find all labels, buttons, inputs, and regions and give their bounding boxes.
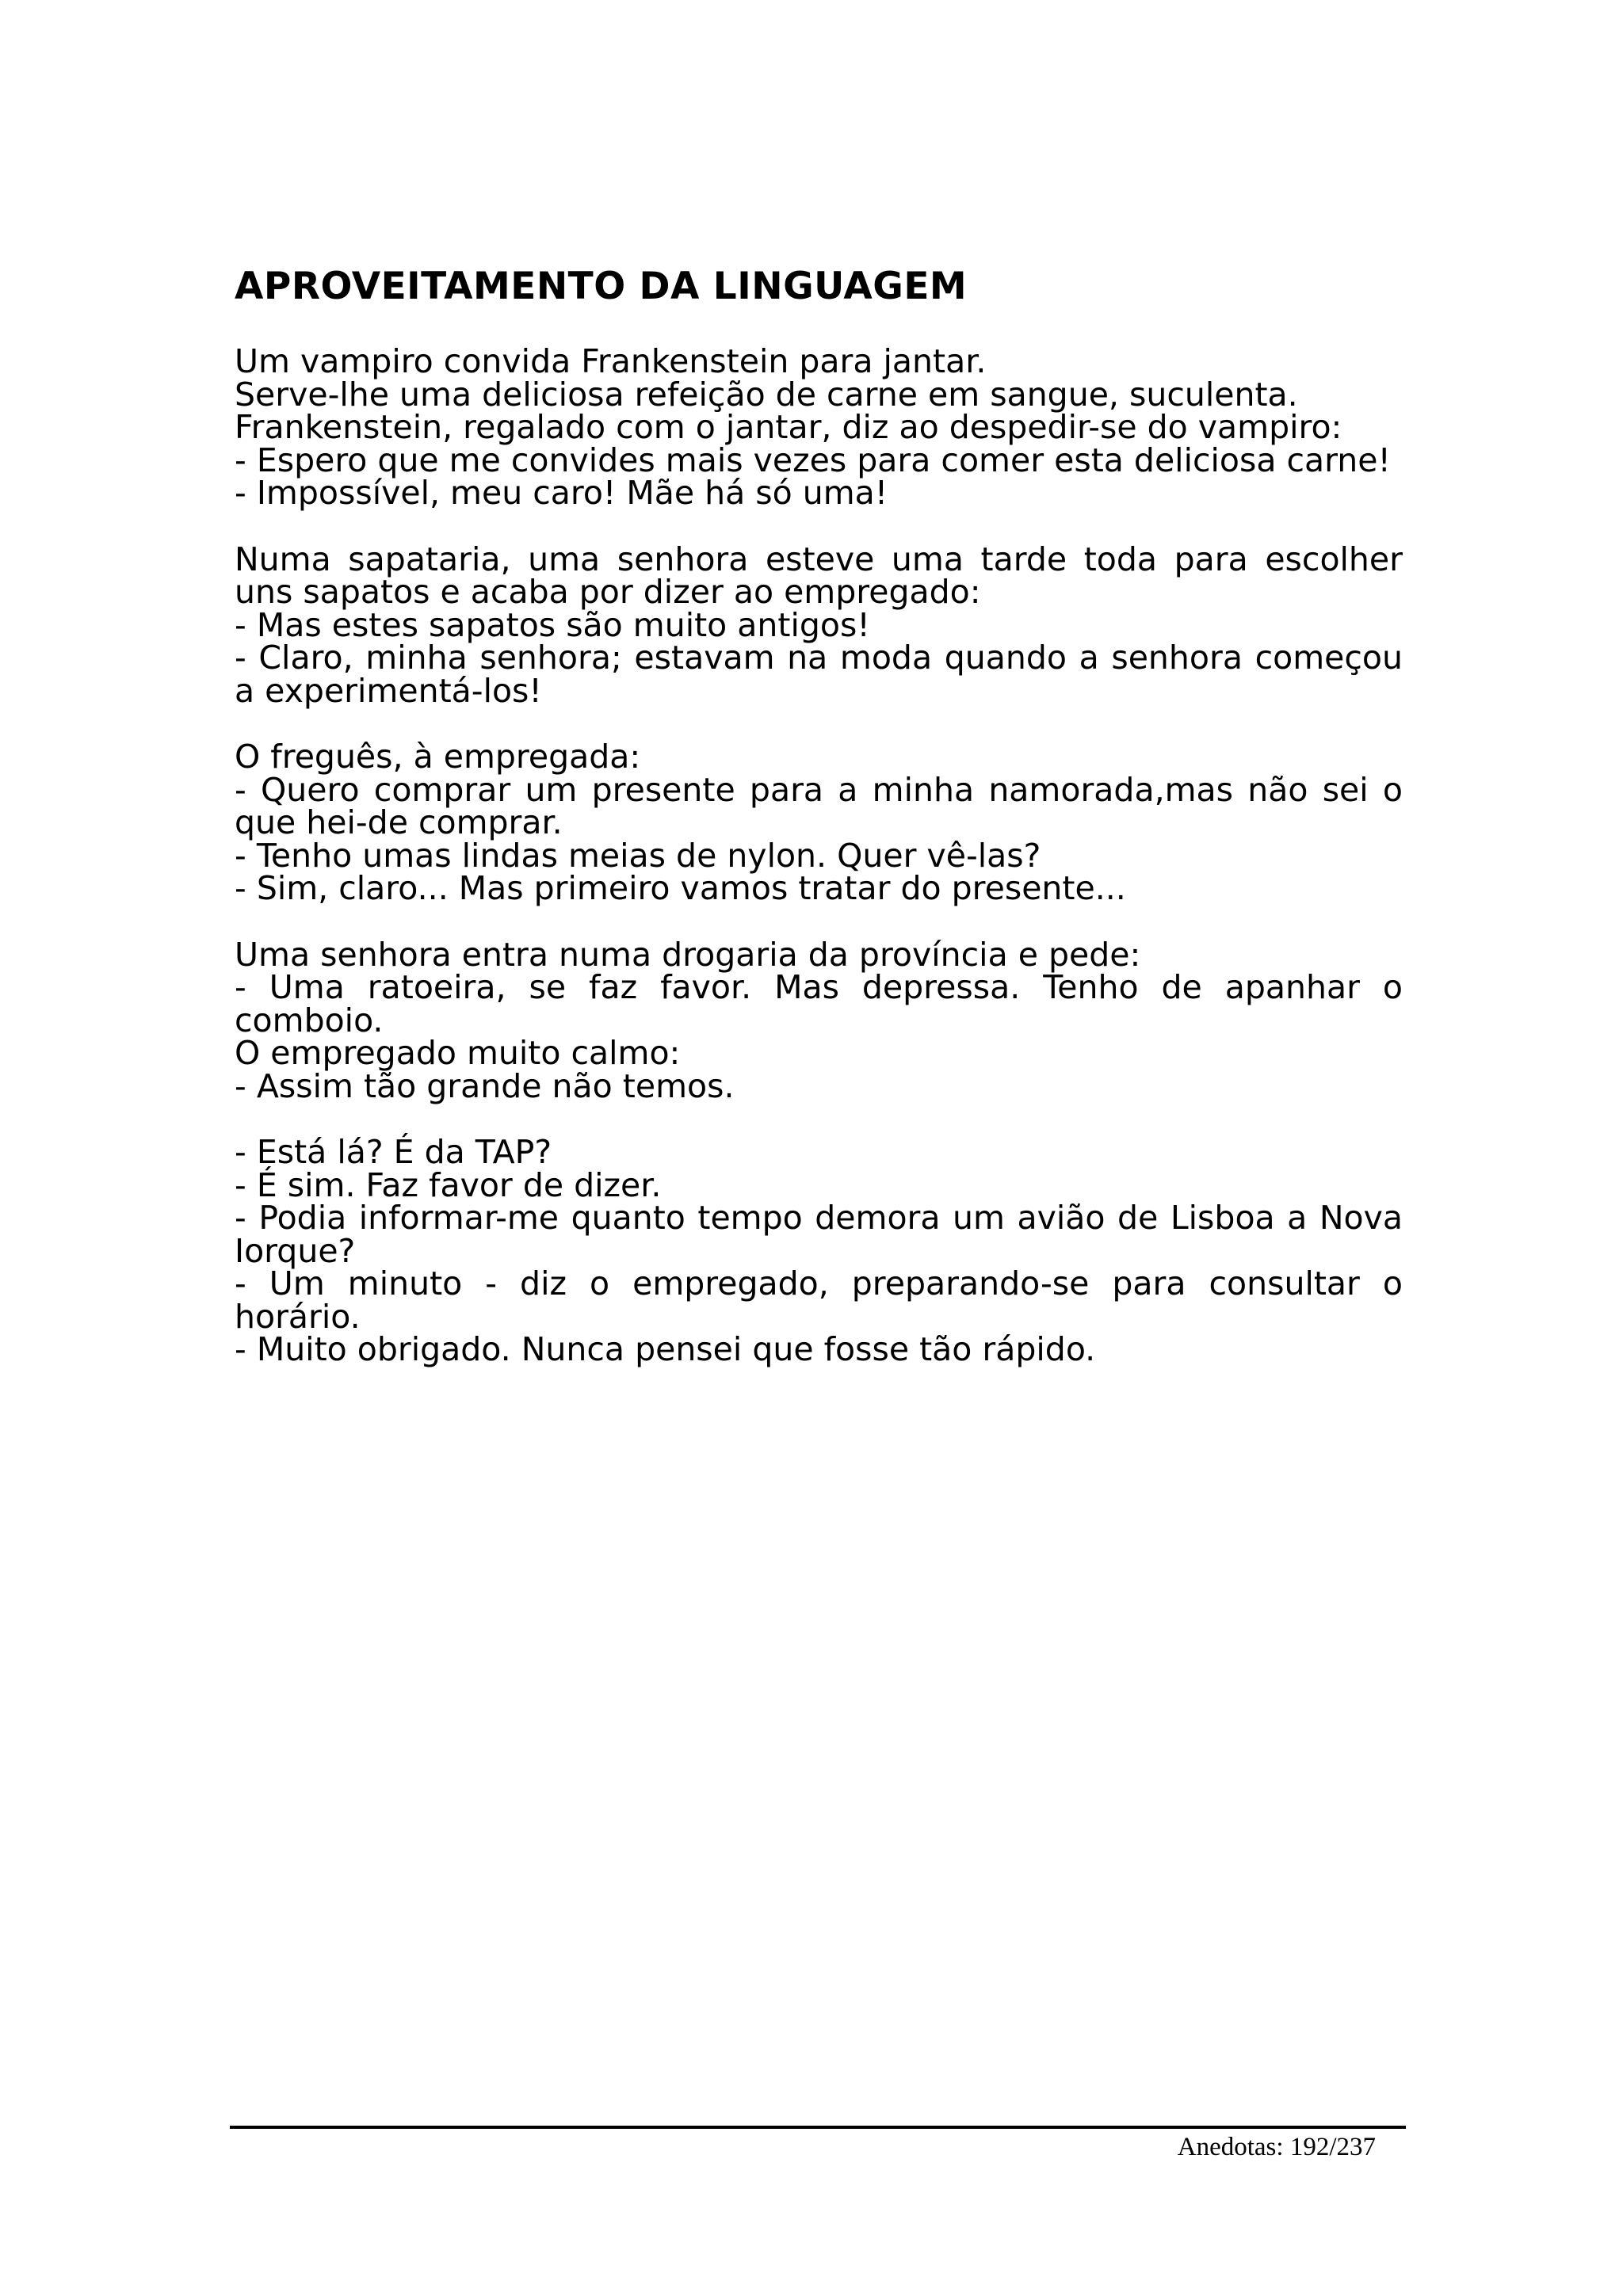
joke-line: Um vampiro convida Frankenstein para jantar.: [235, 342, 987, 380]
joke-line: Frankenstein, regalado com o jantar, diz ao despedir-se do vampiro:: [235, 408, 1342, 446]
joke-5: [235, 1133, 1403, 1368]
joke-line: - Um minuto - diz o empregado, preparando-se para consultar o horário.: [235, 1264, 1403, 1336]
joke-line: - Mas estes sapatos são muito antigos!: [235, 605, 870, 644]
joke-line: - É sim. Faz favor de dizer.: [235, 1165, 662, 1204]
page-number: Anedotas: 192/237: [1177, 2133, 1376, 2161]
joke-line: - Podia informar-me quanto tempo demora um avião de Lisboa a Nova Iorque?: [235, 1199, 1403, 1270]
joke-2: [235, 540, 1403, 710]
joke-4: [235, 935, 1403, 1105]
joke-line: - Muito obrigado. Nunca pensei que fosse tão rápido.: [235, 1330, 1096, 1368]
page-content: [235, 258, 1403, 1400]
joke-line: Uma senhora entra numa drogaria da província e pede:: [235, 935, 1141, 974]
joke-line: - Espero que me convides mais vezes para comer esta deliciosa carne!: [235, 441, 1391, 479]
joke-3: [235, 738, 1403, 907]
joke-line: - Tenho umas lindas meias de nylon. Quer vê-las?: [235, 836, 1041, 875]
joke-line: - Assim tão grande não temos.: [235, 1066, 735, 1105]
footer-divider: [230, 2126, 1406, 2129]
joke-line: - Impossível, meu caro! Mãe há só uma!: [235, 474, 888, 512]
joke-line: - Está lá? É da TAP?: [235, 1133, 552, 1171]
joke-line: - Uma ratoeira, se faz favor. Mas depressa. Tenho de apanhar o comboio.: [235, 968, 1403, 1039]
joke-line: Serve-lhe uma deliciosa refeição de carne em sangue, suculenta.: [235, 375, 1298, 414]
joke-line: O empregado muito calmo:: [235, 1034, 681, 1072]
joke-line: - Sim, claro... Mas primeiro vamos tratar do presente...: [235, 869, 1126, 907]
joke-line: O freguês, à empregada:: [235, 738, 641, 776]
page-title: APROVEITAMENTO DA LINGUAGEM: [235, 265, 968, 308]
joke-line: - Claro, minha senhora; estavam na moda quando a senhora começou a experimentá-los!: [235, 639, 1403, 710]
joke-line: Numa sapataria, uma senhora esteve uma tarde toda para escolher uns sapatos e acaba por dizer ao empregado:: [235, 540, 1403, 611]
joke-line: - Quero comprar um presente para a minha namorada,mas não sei o que hei-de comprar.: [235, 770, 1403, 841]
joke-1: [235, 342, 1403, 512]
